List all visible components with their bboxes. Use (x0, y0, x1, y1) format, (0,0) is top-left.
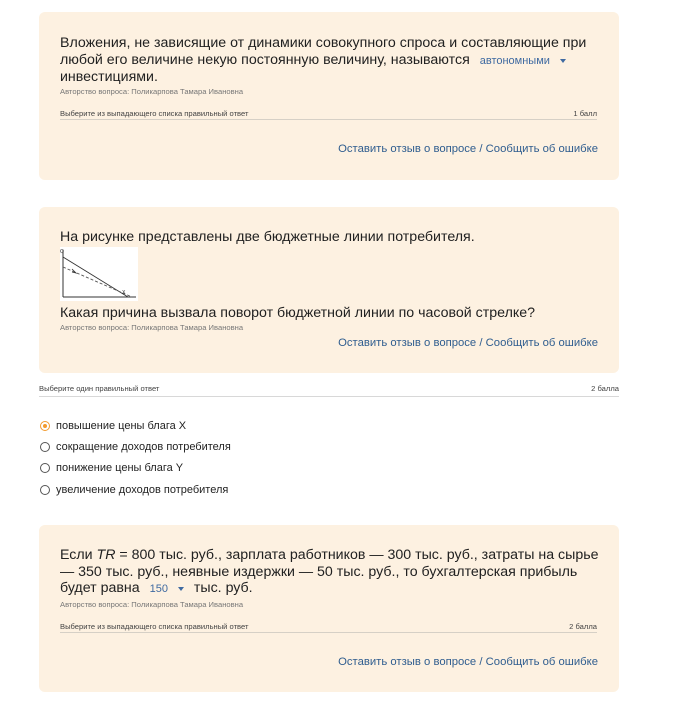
question-1-hint-row (60, 109, 597, 120)
answer-option-label: повышение цены блага X (56, 420, 187, 432)
radio-button[interactable] (40, 485, 50, 495)
budget-lines-graph-svg (60, 247, 138, 301)
answer-option-label: понижение цены блага Y (56, 462, 184, 474)
question-1-feedback-link[interactable]: Оставить отзыв о вопросе / Сообщить об ошибке (338, 143, 598, 155)
question-1-points: 1 балл (573, 109, 597, 118)
question-3-points: 2 балла (569, 622, 597, 631)
radio-button-selected[interactable] (40, 421, 50, 431)
question-3-hint-row (60, 622, 597, 633)
question-card-1 (39, 12, 619, 180)
question-1-text-before: Вложения, не зависящие от динамики совокупного спроса и составляющие при любой его величине некую постоянную величину, называются (60, 35, 587, 68)
question-1-dropdown-value: автономными (479, 54, 550, 67)
question-3-text-prefix: Если (60, 547, 97, 563)
answer-option-label: увеличение доходов потребителя (56, 484, 229, 496)
question-3-text (60, 547, 605, 598)
question-1-answer-dropdown[interactable] (474, 53, 572, 70)
question-1-text (60, 35, 605, 86)
answer-option-label: сокращение доходов потребителя (56, 441, 231, 453)
graph-x-axis-label: X (122, 290, 126, 296)
question-3-answer-dropdown[interactable] (144, 581, 190, 598)
answer-option-2[interactable] (40, 440, 231, 454)
chevron-down-icon (560, 59, 566, 63)
question-3-tr: TR (96, 547, 116, 563)
answer-option-4[interactable] (40, 483, 228, 497)
question-3-hint: Выберите из выпадающего списка правильный ответ (60, 622, 249, 631)
question-2-points: 2 балла (591, 384, 619, 393)
question-1-text-after: инвестициями. (60, 69, 158, 85)
question-3-text-after: тыс. руб. (193, 580, 253, 596)
question-2-author: Авторство вопроса: Поликарпова Тамара Ивановна (60, 323, 244, 332)
chevron-down-icon (178, 587, 184, 591)
question-3-text-before: = 800 тыс. руб., зарплата работников — 300 тыс. руб., затраты на сырье — 350 тыс. руб., неявные издержки — 50 тыс. руб., то бухгалтерская прибыль будет равна (60, 547, 599, 596)
question-2-hint-row (39, 384, 619, 397)
answer-option-3[interactable] (40, 461, 183, 475)
question-card-2 (39, 207, 619, 373)
answer-option-1[interactable] (40, 419, 186, 433)
question-1-hint: Выберите из выпадающего списка правильный ответ (60, 109, 249, 118)
question-3-dropdown-value: 150 (149, 583, 168, 595)
graph-y-axis-label: Q (60, 249, 64, 255)
budget-lines-graph (60, 247, 138, 301)
radio-button[interactable] (40, 463, 50, 473)
question-3-author: Авторство вопроса: Поликарпова Тамара Ивановна (60, 600, 244, 609)
radio-button[interactable] (40, 442, 50, 452)
question-1-author: Авторство вопроса: Поликарпова Тамара Ивановна (60, 87, 244, 96)
question-2-hint: Выберите один правильный ответ (39, 384, 160, 393)
question-2-text: Какая причина вызвала поворот бюджетной линии по часовой стрелке? (60, 305, 536, 321)
question-2-intro: На рисунке представлены две бюджетные линии потребителя. (60, 229, 475, 245)
question-3-feedback-link[interactable]: Оставить отзыв о вопросе / Сообщить об ошибке (338, 656, 598, 668)
question-card-3 (39, 525, 619, 692)
question-2-feedback-link[interactable]: Оставить отзыв о вопросе / Сообщить об ошибке (338, 337, 598, 349)
